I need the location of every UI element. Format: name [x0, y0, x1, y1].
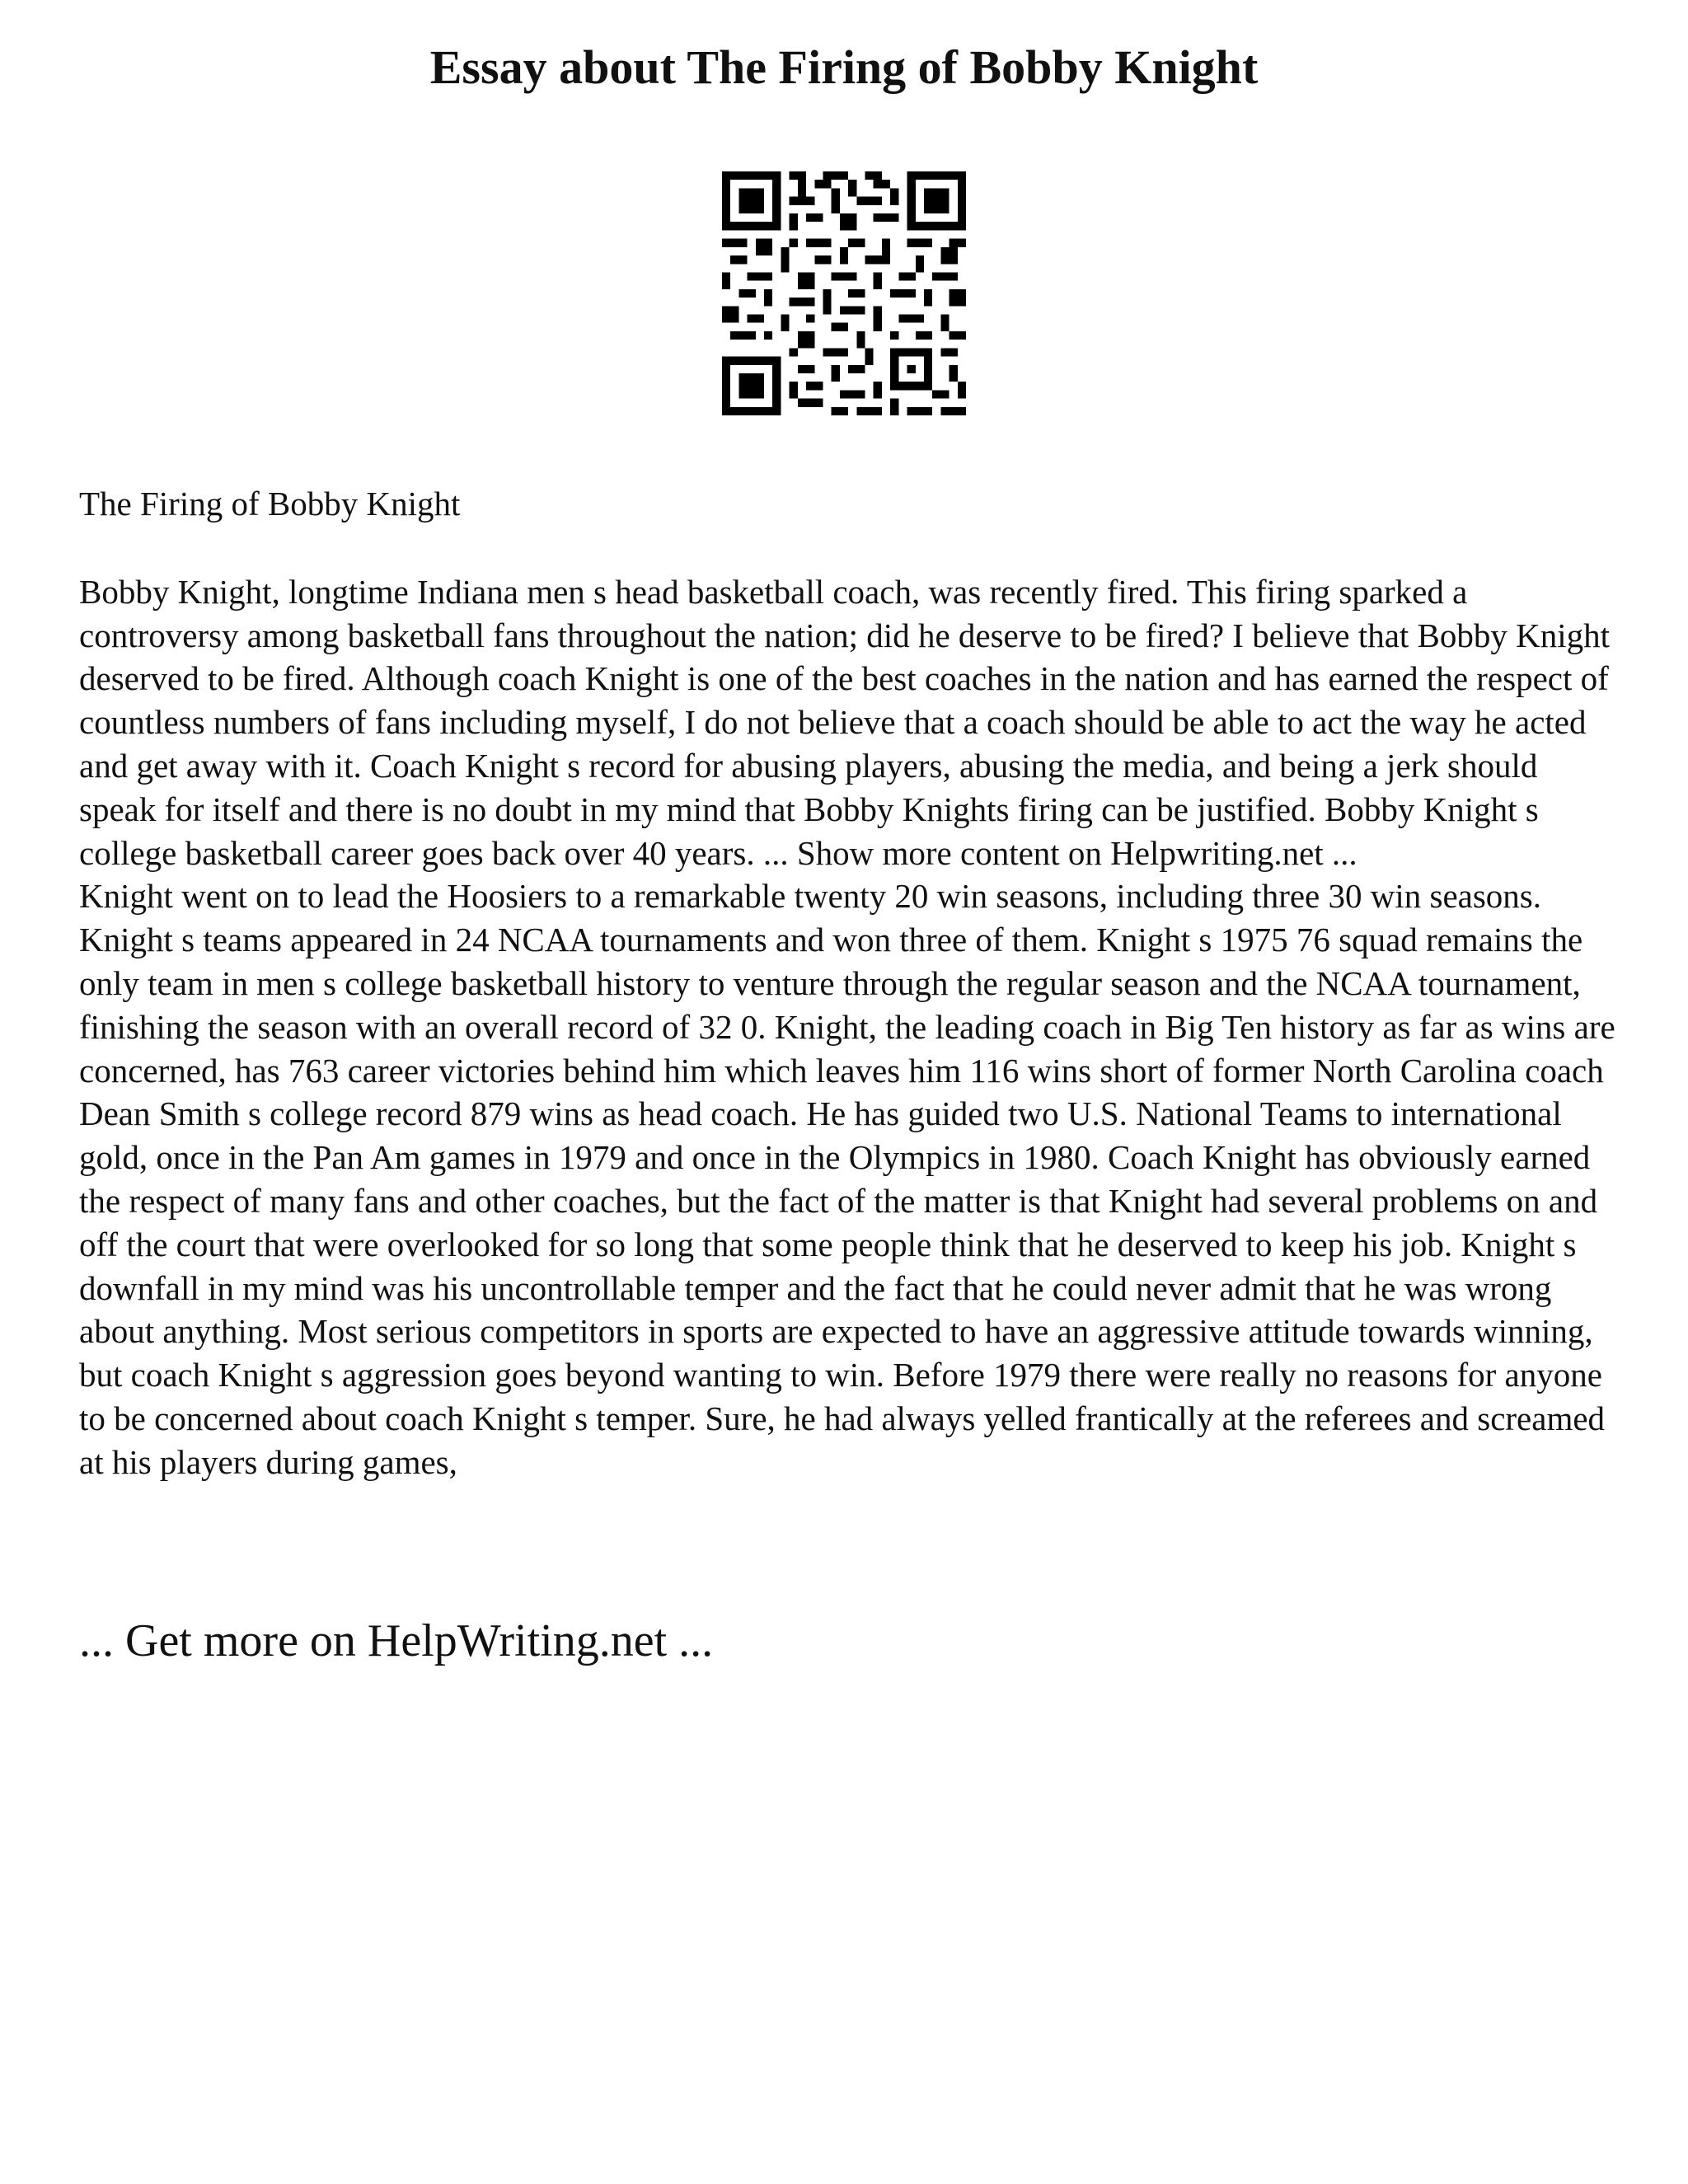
essay-body: [79, 482, 1620, 1484]
essay-paragraph-2: Knight went on to lead the Hoosiers to a remarkable twenty 20 win seasons, including three 30 win seasons. Knight s teams appeared in 24 NCAA tournaments and won three of them. Knight s 1975 76 squad remains the only team in men s college basketball history to venture through the regular season and the NCAA tournament, finishing the season with an overall record of 32 0. Knight, the leading coach in Big Ten history as far as wins are concerned, has 763 career victories behind him which leaves him 116 wins short of former North Carolina coach Dean Smith s college record 879 wins as head coach. He has guided two U.S. National Teams to international gold, once in the Pan Am games in 1979 and once in the Olympics in 1980. Coach Knight has obviously earned the respect of many fans and other coaches, but the fact of the matter is that Knight had several problems on and off the court that were overlooked for so long that some people think that he deserved to keep his job. Knight s downfall in my mind was his uncontrollable temper and the fact that he could never admit that he was wrong about anything. Most serious competitors in sports are expected to have an aggressive attitude towards winning, but coach Knight s aggression goes beyond wanting to win. Before 1979 there were really no reasons for anyone to be concerned about coach Knight s temper. Sure, he had always yelled frantically at the referees and screamed at his players during games,: [79, 877, 1615, 1481]
qr-code-icon: [722, 171, 966, 415]
essay-subtitle: The Firing of Bobby Knight: [79, 485, 461, 523]
page-title: Essay about The Firing of Bobby Knight: [429, 40, 1259, 94]
get-more-link[interactable]: ... Get more on HelpWriting.net ...: [79, 1615, 714, 1666]
essay-paragraph-1: Bobby Knight, longtime Indiana men s head basketball coach, was recently fired. This firing sparked a controversy among basketball fans throughout the nation; did he deserve to be fired? I believe that Bobby Knight deserved to be fired. Although coach Knight is one of the best coaches in the nation and has earned the respect of countless numbers of fans including myself, I do not believe that a coach should be able to act the way he acted and get away with it. Coach Knight s record for abusing players, abusing the media, and being a jerk should speak for itself and there is no doubt in my mind that Bobby Knights firing can be justified. Bobby Knight s college basketball career goes back over 40 years. ... Show more content on Helpwriting.net ...: [79, 572, 1611, 872]
